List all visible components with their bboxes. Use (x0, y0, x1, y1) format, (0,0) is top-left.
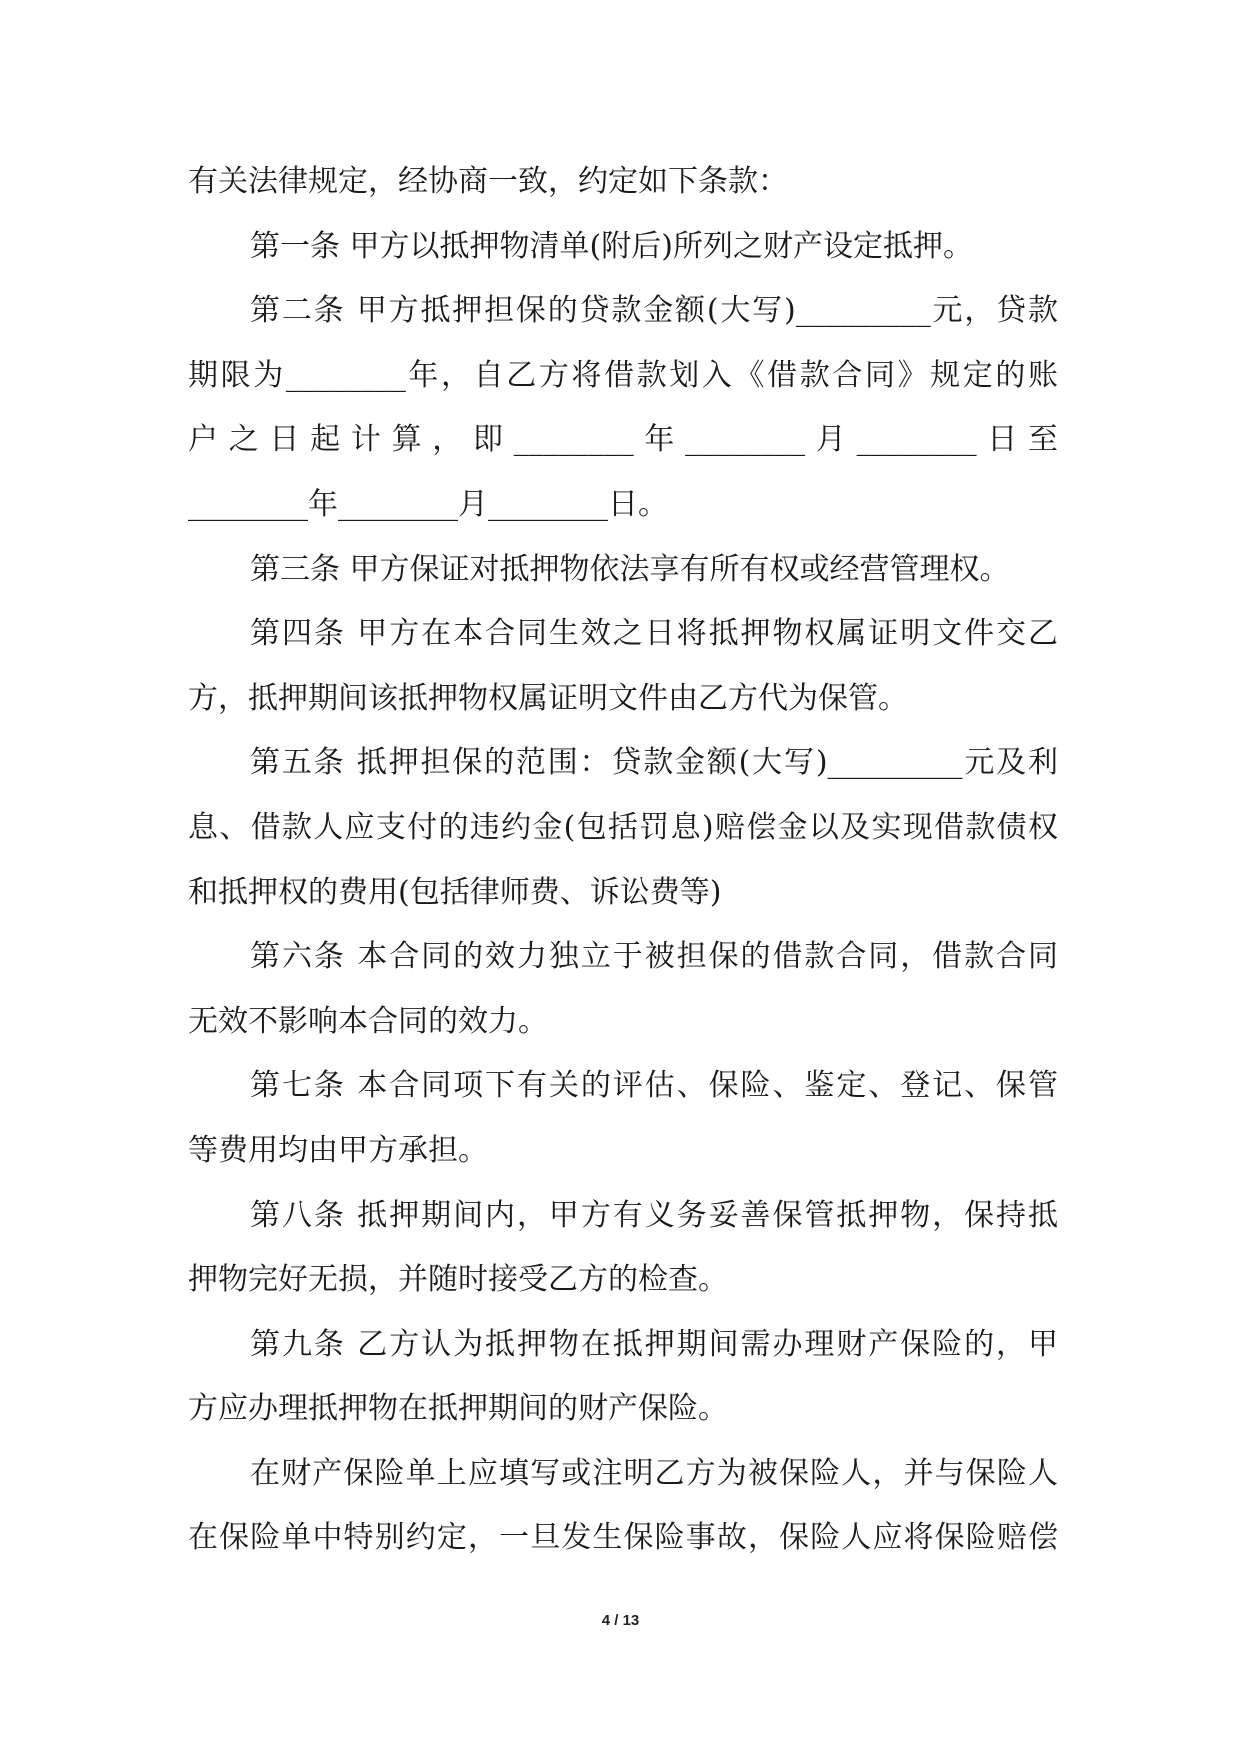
article-5-line-1: 第五条 抵押担保的范围：贷款金额(大写)_________元及利 (250, 745, 1058, 781)
page-number: 4 / 13 (601, 1612, 640, 1629)
article-2-line-3: 户之日起计算，即________年________月________日至 (188, 422, 1058, 458)
article-4-line-2: 方，抵押期间该抵押物权属证明文件由乙方代为保管。 (188, 680, 908, 716)
article-2-line-2: 期限为________年，自乙方将借款划入《借款合同》规定的账 (188, 357, 1058, 393)
insurance-paragraph-line-2: 在保险单中特别约定，一旦发生保险事故，保险人应将保险赔偿 (188, 1520, 1058, 1556)
article-7-line-2: 等费用均由甲方承担。 (188, 1132, 488, 1168)
article-2-line-4: ________年________月________日。 (188, 486, 668, 522)
article-9-line-1: 第九条 乙方认为抵押物在抵押期间需办理财产保险的，甲 (250, 1326, 1058, 1362)
contract-body (188, 150, 1058, 1571)
article-5-line-2: 息、借款人应支付的违约金(包括罚息)赔偿金以及实现借款债权 (188, 809, 1058, 845)
article-7-line-1: 第七条 本合同项下有关的评估、保险、鉴定、登记、保管 (250, 1068, 1058, 1104)
article-6-line-2: 无效不影响本合同的效力。 (188, 1003, 548, 1039)
article-3: 第三条 甲方保证对抵押物依法享有所有权或经营管理权。 (250, 551, 1010, 587)
article-1: 第一条 甲方以抵押物清单(附后)所列之财产设定抵押。 (250, 228, 973, 264)
article-4-line-1: 第四条 甲方在本合同生效之日将抵押物权属证明文件交乙 (250, 616, 1058, 652)
article-6-line-1: 第六条 本合同的效力独立于被担保的借款合同，借款合同 (250, 939, 1058, 975)
article-8-line-2: 押物完好无损，并随时接受乙方的检查。 (188, 1262, 728, 1298)
article-5-line-3: 和抵押权的费用(包括律师费、诉讼费等) (188, 874, 722, 910)
article-8-line-1: 第八条 抵押期间内，甲方有义务妥善保管抵押物，保持抵 (250, 1197, 1058, 1233)
text-line-1: 有关法律规定，经协商一致，约定如下条款： (188, 164, 788, 199)
insurance-paragraph-line-1: 在财产保险单上应填写或注明乙方为被保险人，并与保险人 (250, 1455, 1058, 1491)
article-2-line-1: 第二条 甲方抵押担保的贷款金额(大写)_________元，贷款 (250, 293, 1058, 329)
article-9-line-2: 方应办理抵押物在抵押期间的财产保险。 (188, 1391, 728, 1427)
